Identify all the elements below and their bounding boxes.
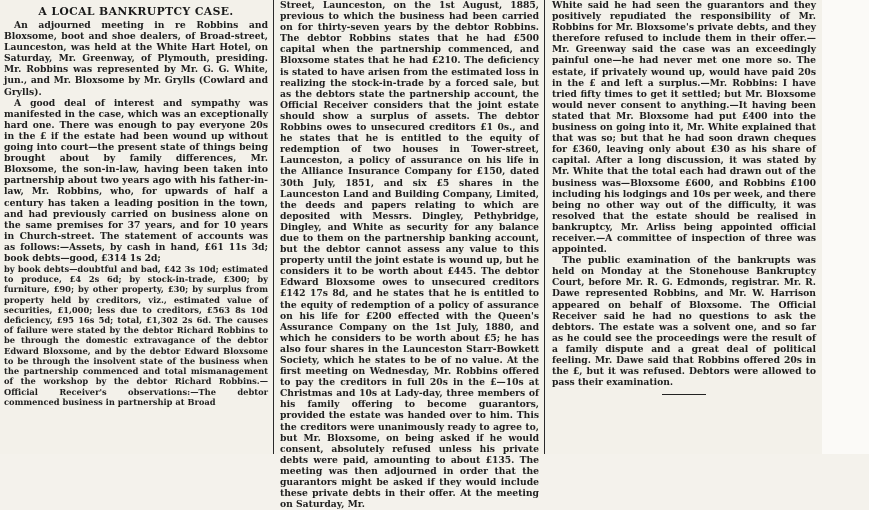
article-title: A LOCAL BANKRUPTCY CASE. — [38, 5, 234, 18]
article-paragraph: Street, Launceston, on the 1st August, 1885, previous to which the business had been carried on for thirty-seven years by the debtor Robbins. The debtor Robbins states that he had £500 capital when the partnership commenced, and Bloxsome states that he had £210. The deficiency is stated to have arisen from the estimated loss in realizing the stock-in-trade by a forced sale, but as the debtors state the partnership account, the Official Receiver considers that the joint estate should show a surplus of assets. The debtor Robbins owes to unsecured creditors £1 0s., and he states that he is entitled to the equity of redemption of two houses in Tower-street, Launceston, a policy of assurance on his life in the Alliance Insurance Company for £150, dated 30th July, 1851, and six £5 shares in the Launceston Land and Building Company, Limited, the deeds and papers relating to which are deposited with Messrs. Dingley, Pethybridge, Dingley, and White as security for any balance due to them on the partnership banking account, but the debtor cannot assess any value to this property until the joint estate is wound up, but he considers it to be worth about £445. The debtor Edward Bloxsome owes to unsecured creditors £142 17s 8d, and he states that he is entitled to the equity of redemption of a policy of assurance on his life for £200 effected with the Queen's Assurance Company on the 1st July, 1880, and which he considers to be worth about £5; he has also four shares in the Launceston Starr-Bowkett Society, which he states to be of no value. At the first meeting on Wednesday, Mr. Robbins offered to pay the creditors in full 20s in the £—10s at Christmas and 10s at Lady-day, three members of his family offering to become guarantors, provided the estate was handed over to him. This the creditors were unanimously ready to agree to, but Mr. Bloxsome, on being asked if he would consent, absolutely refused unless his private debts were paid, amounting to about £135. The meeting was then adjourned in order that the guarantors might be asked if they would include these private debts in their offer. At the meeting on Saturday, Mr. — [280, 0, 539, 510]
column-1 — [0, 0, 272, 454]
blank-margin — [822, 0, 869, 454]
article-paragraph: A good deal of interest and sympathy was manifested in the case, which was an exceptionally hard one. There was enough to pay everyone 20s in the £ if the estate had been wound up without going into court—the present state of things being brought about by family differences, Mr. Bloxsome, the son-in-law, having been taken into partnership about two years ago with his father-in-law, Mr. Robbins, who, for upwards of half a century has taken a leading position in the town, and had previously carried on business alone on the same premises for 37 years, and for 10 years in Church-street. The statement of accounts was as follows:—Assets, by cash in hand, £61 11s 3d; book debts—good, £314 1s 2d; — [4, 97, 268, 264]
article-paragraph: The public examination of the bankrupts was held on Monday at the Stonehouse Bankruptcy Court, before Mr. R. G. Edmonds, registrar. Mr. R. Dawe represented Robbins, and Mr. W. Harrison appeared on behalf of Bloxsome. The Official Receiver said he had no questions to ask the debtors. The estate was a solvent one, and so far as he could see the proceedings were the result of a family dispute and a great deal of political feeling. Mr. Dawe said that Robbins offered 20s in the £, but it was refused. Debtors were allowed to pass their examination. — [552, 255, 816, 389]
column-divider — [544, 0, 545, 454]
column-2 — [275, 0, 543, 510]
column-3 — [546, 0, 822, 454]
article-paragraph: White said he had seen the guarantors and they positively repudiated the responsibility of Mr. Robbins for Mr. Bloxsome's private debts, and they therefore refused to include them in their offer.—Mr. Greenway said the case was an exceedingly painful one—he had never met one more so. The estate, if privately wound up, would have paid 20s in the £ and left a surplus.—Mr. Robbins: I have tried fifty times to get it settled; but Mr. Bloxsome would never consent to anything.—It having been stated that Mr. Bloxsome had put £400 into the business on going into it, Mr. White explained that that was so; but that he had soon drawn cheques for £360, leaving only about £30 as his share of capital. After a long discussion, it was stated by Mr. White that the total each had drawn out of the business was—Bloxsome £600, and Robbins £100 including his lodgings and 10s per week, and there being no other way out of the difficulty, it was resolved that the estate should be realised in bankruptcy, Mr. Arliss being appointed official receiver.—A committee of inspection of three was appointed. — [552, 0, 816, 256]
article-end-rule — [662, 394, 706, 395]
column-divider — [273, 0, 274, 454]
article-paragraph-small: by book debts—doubtful and bad, £42 3s 10d; estimated to produce, £4 2s 6d; by stock-in-trade, £300; by furniture, £90; by other property, £30; by surplus from property held by creditors, viz., estimated value of securities, £1,000; less due to creditors, £563 8s 10d deficiency, £95 16s 5d; total, £1,302 2s 6d. The causes of failure were stated by the debtor Richard Robbins to be through the domestic extravagance of the debtor Edward Bloxsome, and by the debtor Edward Bloxsome to be through the insolvent state of the business when the partnership commenced and total mismanagement of the workshop by the debtor Richard Robbins.—Official Receiver's observations:—The debtor commenced business in partnership at Broad — [4, 264, 268, 407]
article-paragraph: An adjourned meeting in re Robbins and Bloxsome, boot and shoe dealers, of Broad-street, Launceston, was held at the White Hart Hotel, on Saturday, Mr. Greenway, of Plymouth, presiding. Mr. Robbins was represented by Mr. G. G. White, jun., and Mr. Bloxsome by Mr. Grylls (Cowlard and Grylls). — [4, 20, 268, 98]
